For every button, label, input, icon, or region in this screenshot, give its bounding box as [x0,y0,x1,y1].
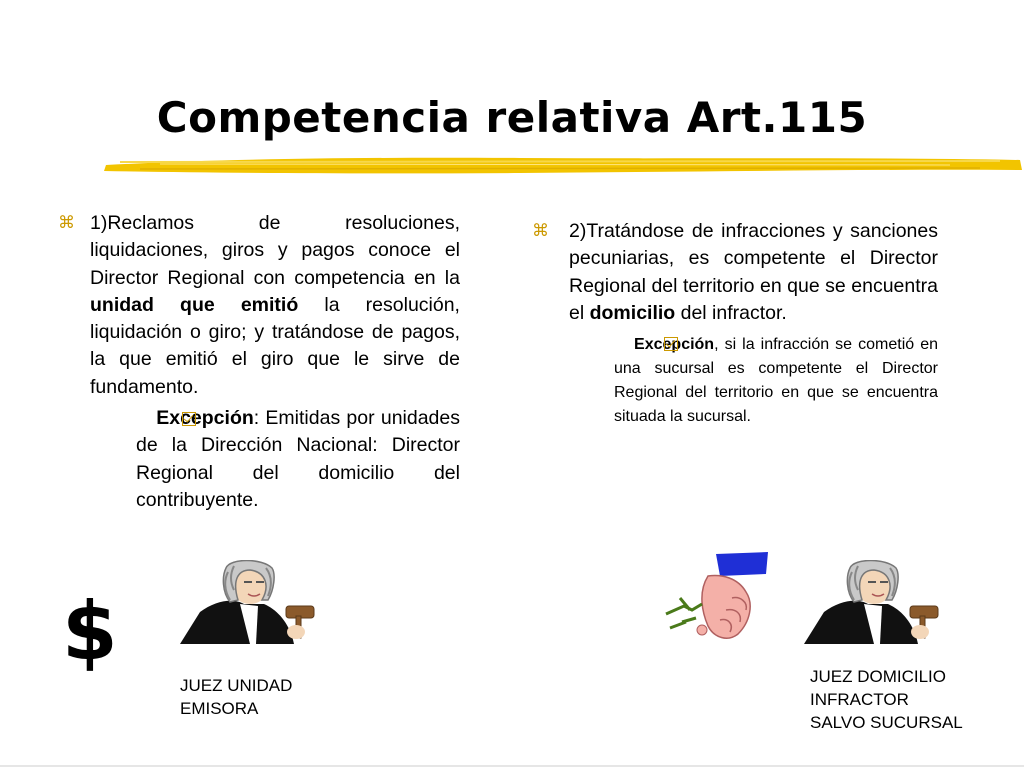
slide-bottom-divider [0,765,1024,767]
right-main-bold: domicilio [589,301,676,324]
command-symbol-icon: ⌘ [58,213,75,233]
caption-line: EMISORA [180,699,259,718]
left-sub-text: : Emitidas por unidades de la Dirección Nacional: Director Regional del domicilio del contribuyente. [136,407,460,511]
left-sub-bullet [58,405,460,514]
checkbox-bullet-icon [182,412,196,426]
dollar-sign-icon: $ [62,585,118,678]
right-sub-text: , si la infracción se cometió en una sucursal es competente el Director Regional del territorio en que se encuentra situada la sucursal. [614,336,938,426]
right-main-bullet [532,218,938,327]
yellow-brush-underline [100,150,1024,180]
right-main-text-2: del infractor. [675,301,787,324]
checkbox-bullet-icon [664,337,678,351]
right-column [532,218,938,429]
caption-line: SALVO SUCURSAL [810,713,963,732]
left-main-bold: unidad que emitió [90,293,299,316]
caption-line: JUEZ DOMICILIO [810,667,947,686]
right-sub-bold: Excepción [634,336,715,354]
left-column [58,210,460,514]
command-symbol-icon: ⌘ [532,221,549,241]
left-sub-bold: Excepción [156,407,254,430]
left-main-text-2: la resolución, liquidación o giro; y tratándose de pagos, la que emitió el giro que le sirve de fundamento. [90,293,460,398]
hand-holding-figure-icon [662,552,772,642]
right-main-text-1: 2)Tratándose de infracciones y sanciones pecuniarias, es competente el Director Regional del territorio en que se encuentra el [569,220,938,324]
left-main-bullet [58,210,460,401]
caption-juez-domicilio [810,665,963,734]
left-main-text-1: 1)Reclamos de resoluciones, liquidaciones, giros y pagos conoce el Director Regional con competencia en la [90,212,460,289]
right-sub-bullet [532,333,938,429]
judge-gavel-icon [802,560,942,646]
judge-gavel-icon [178,560,318,646]
caption-line: INFRACTOR [810,690,909,709]
caption-juez-unidad [180,674,292,720]
caption-line: JUEZ UNIDAD [180,676,293,695]
slide-title: Competencia relativa Art.115 [156,93,868,142]
